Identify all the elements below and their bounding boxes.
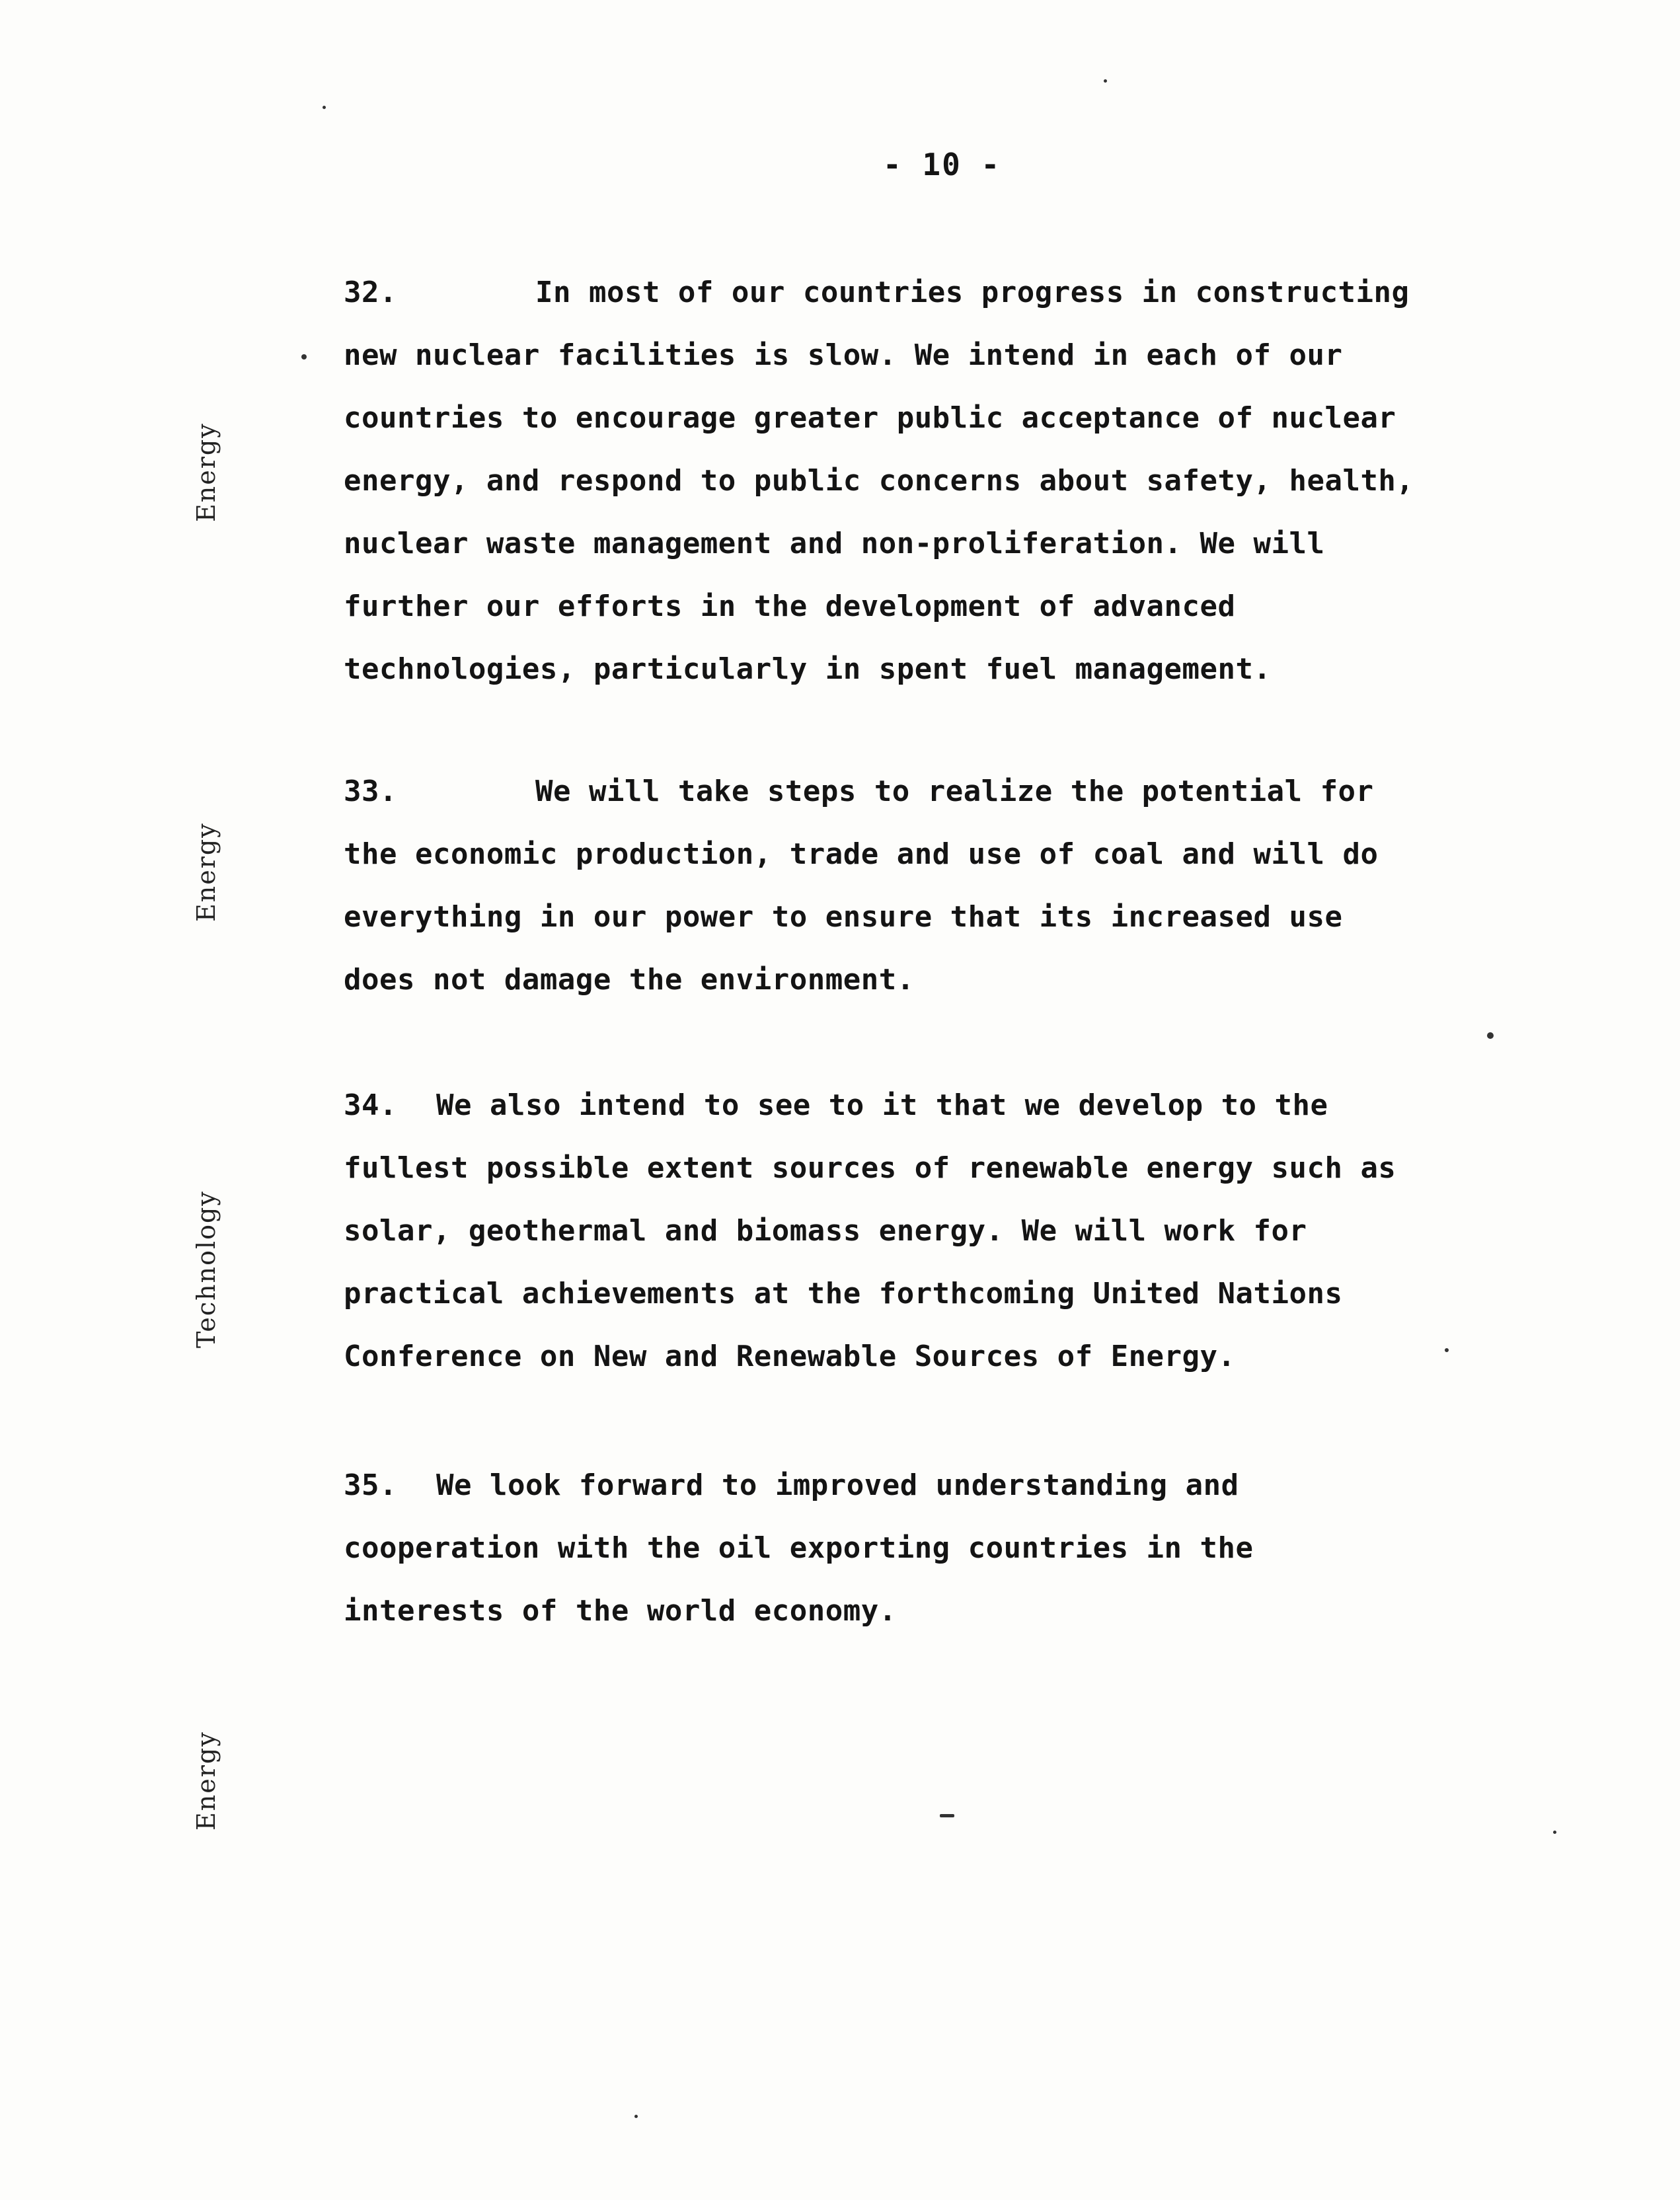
- paragraph-line: technologies, particularly in spent fuel management.: [344, 652, 1272, 686]
- paragraph-number: 32.: [344, 276, 397, 309]
- scan-speck: [1487, 1032, 1494, 1039]
- scan-speck: [1553, 1831, 1556, 1834]
- paragraph-line: 35. We look forward to improved understanding and: [344, 1454, 1546, 1517]
- margin-label-energy-2: Energy: [192, 822, 221, 922]
- scan-speck: [634, 2115, 638, 2118]
- paragraph-34: [344, 1074, 1546, 1388]
- paragraph-line: energy, and respond to public concerns about safety, health,: [344, 464, 1414, 498]
- paragraph-line: practical achievements at the forthcoming United Nations: [344, 1277, 1343, 1310]
- scan-speck: [1445, 1348, 1449, 1352]
- paragraph-line: 34. We also intend to see to it that we develop to the: [344, 1074, 1546, 1137]
- margin-label-energy-1: Energy: [192, 422, 221, 522]
- paragraph-number: 34.: [344, 1088, 397, 1122]
- paragraph-line: solar, geothermal and biomass energy. We will work for: [344, 1214, 1307, 1248]
- paragraph-line: everything in our power to ensure that its increased use: [344, 900, 1343, 934]
- paragraph-number: 35.: [344, 1468, 397, 1502]
- margin-label-technology: Technology: [192, 1190, 221, 1348]
- paragraph-number: 33.: [344, 775, 397, 808]
- paragraph-line: 33. We will take steps to realize the potential for: [344, 760, 1546, 823]
- paragraph-line: 32. In most of our countries progress in constructing: [344, 261, 1546, 324]
- paragraph-35: [344, 1454, 1546, 1642]
- paragraph-line: interests of the world economy.: [344, 1594, 897, 1628]
- page-number: - 10 -: [883, 147, 1001, 182]
- scan-speck: [323, 106, 326, 109]
- paragraph-32: [344, 261, 1546, 701]
- paragraph-line: Conference on New and Renewable Sources of Energy.: [344, 1340, 1236, 1373]
- margin-label-energy-3: Energy: [192, 1731, 221, 1831]
- paragraph-line: cooperation with the oil exporting countries in the: [344, 1531, 1254, 1565]
- scan-speck: [301, 354, 307, 360]
- paragraph-line: fullest possible extent sources of renewable energy such as: [344, 1151, 1396, 1185]
- paragraph-33: [344, 760, 1546, 1011]
- scan-speck: [940, 1814, 954, 1817]
- paragraph-line: further our efforts in the development of advanced: [344, 589, 1236, 623]
- paragraph-line: does not damage the environment.: [344, 963, 915, 997]
- paragraph-line: countries to encourage greater public acceptance of nuclear: [344, 401, 1396, 435]
- scan-speck: [1104, 79, 1107, 83]
- paragraph-line: the economic production, trade and use of coal and will do: [344, 837, 1379, 871]
- paragraph-line: nuclear waste management and non-proliferation. We will: [344, 527, 1325, 560]
- paragraph-line: new nuclear facilities is slow. We intend in each of our: [344, 338, 1343, 372]
